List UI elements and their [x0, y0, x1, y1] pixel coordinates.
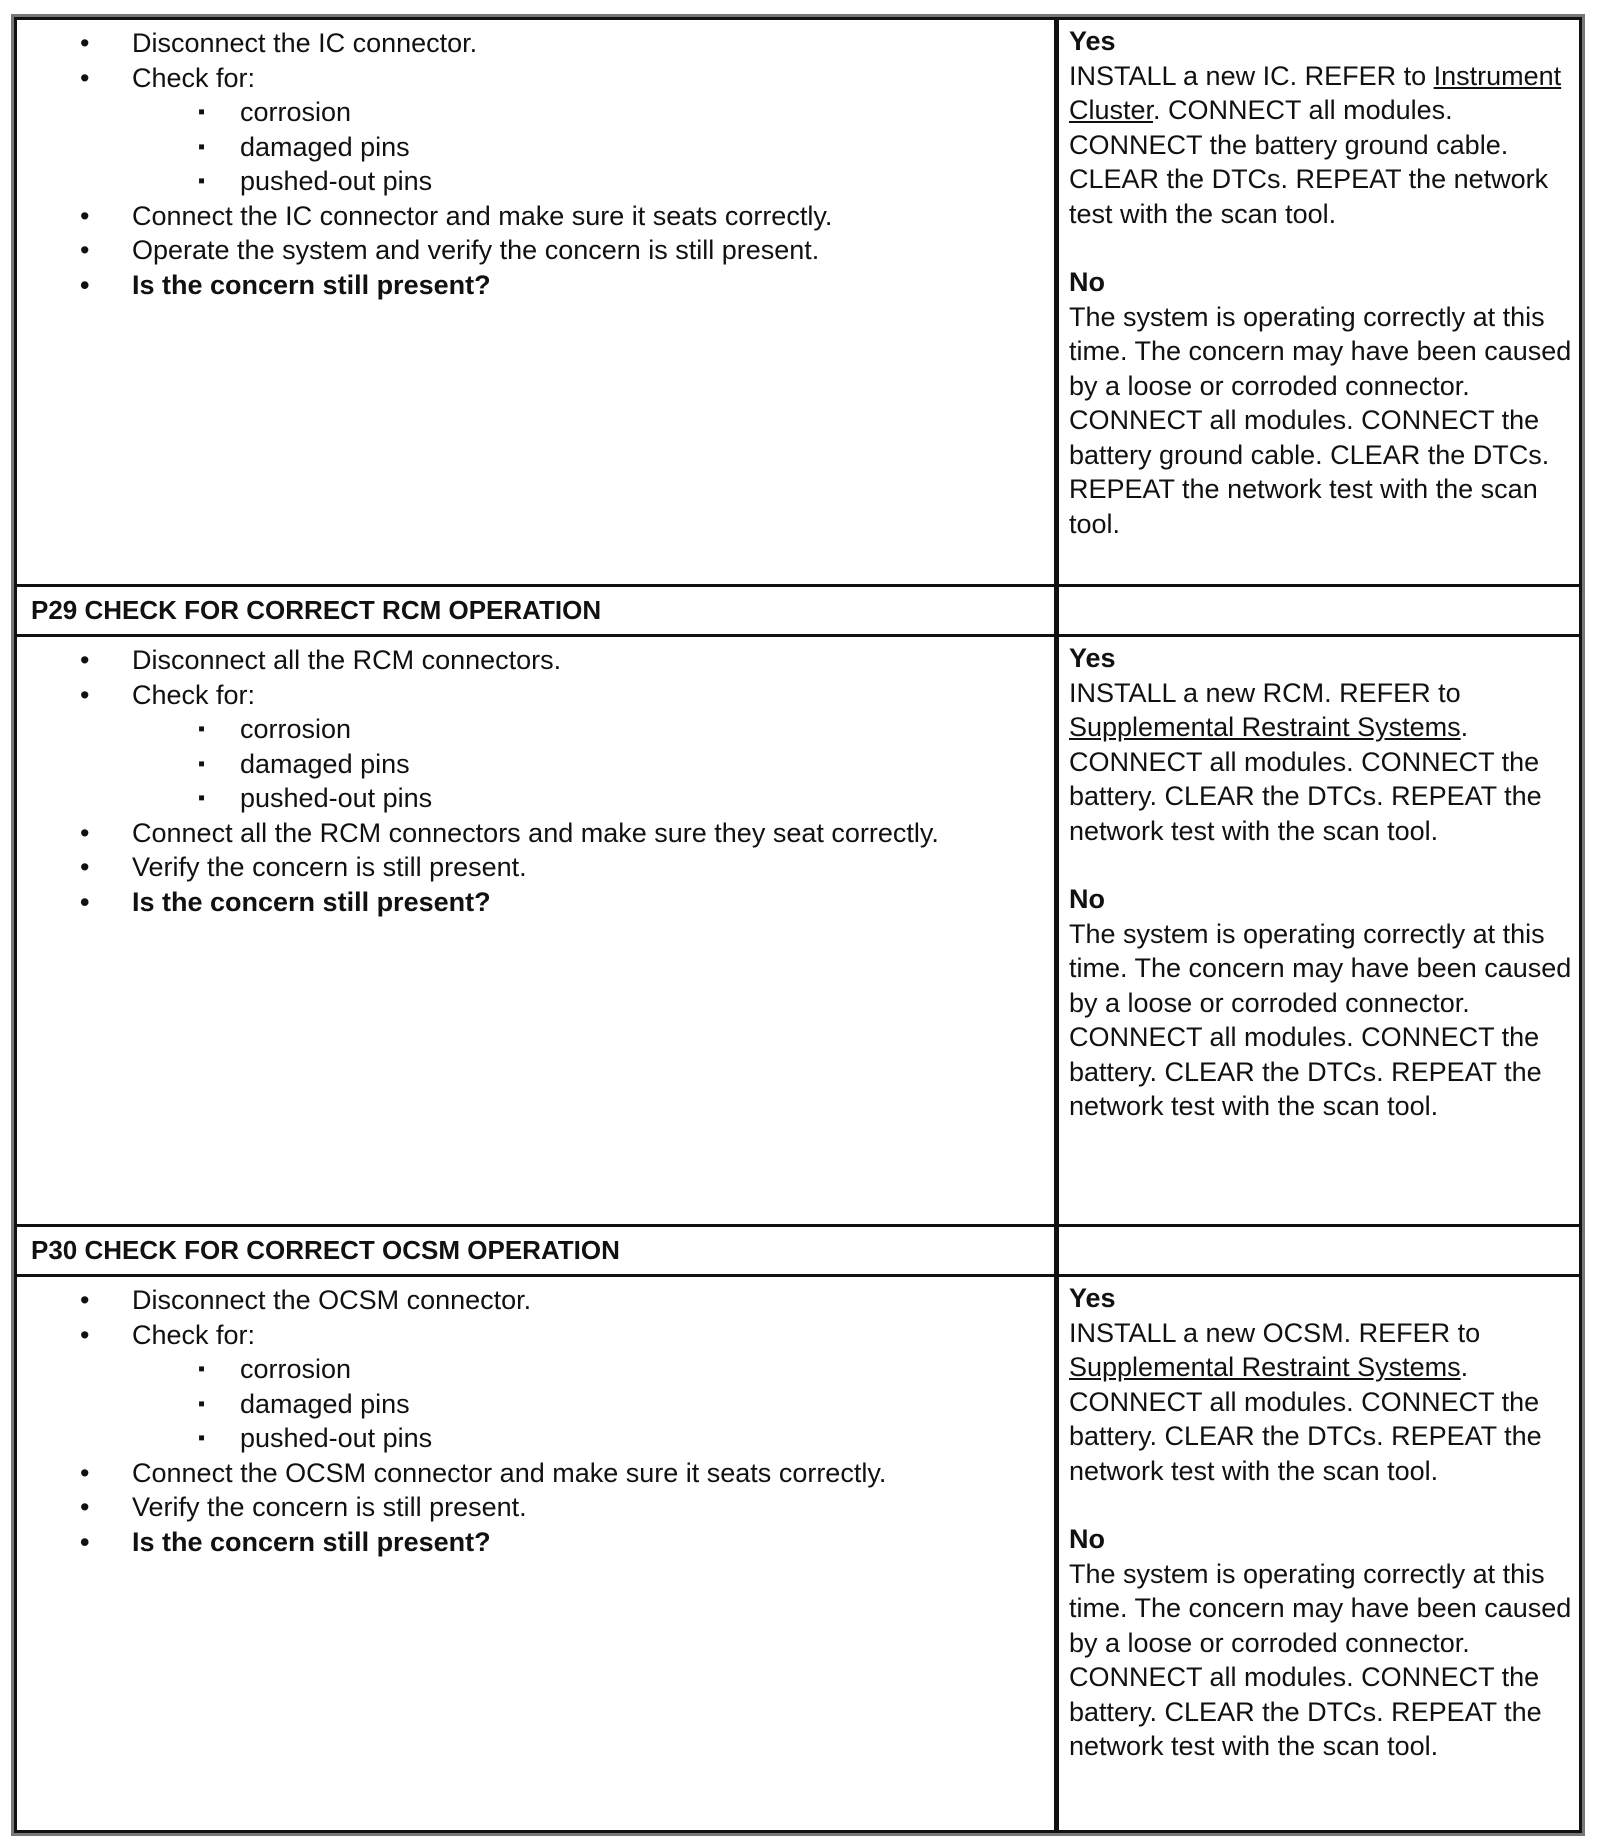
question-item: • Is the concern still present? — [17, 268, 1054, 303]
action-item: • Verify the concern is still present. — [17, 850, 1054, 885]
step-results-cell — [1056, 1274, 1582, 1833]
action-item: • Check for: ▪ corrosion ▪ damaged pins ▪ pushed-out pins — [17, 1318, 1054, 1456]
question-item: • Is the concern still present? — [17, 1525, 1054, 1560]
step-actions-cell — [14, 17, 1056, 587]
check-item: ▪ pushed-out pins — [17, 164, 1054, 199]
step-results-cell — [1056, 634, 1582, 1227]
yes-text: INSTALL a new OCSM. REFER to Supplemental Restraint Systems. CONNECT all modules. CONNECT the battery. CLEAR the DTCs. REPEAT the network test with the scan tool. — [1069, 1317, 1542, 1486]
no-label: No — [1069, 1524, 1105, 1554]
action-item: • Disconnect all the RCM connectors. — [17, 643, 1054, 678]
no-text: The system is operating correctly at this time. The concern may have been caused by a loose or corroded connector. CONNECT all modules. CONNECT the battery. CLEAR the DTCs. REPEAT the network test with the scan tool. — [1069, 918, 1572, 1121]
action-item: • Connect the OCSM connector and make sure it seats correctly. — [17, 1456, 1054, 1491]
supplemental-restraint-link[interactable]: Supplemental Restraint Systems — [1069, 1352, 1461, 1382]
check-item: ▪ pushed-out pins — [17, 781, 1054, 816]
check-item: ▪ damaged pins — [17, 1387, 1054, 1422]
action-item: • Verify the concern is still present. — [17, 1490, 1054, 1525]
question-item: • Is the concern still present? — [17, 885, 1054, 920]
no-label: No — [1069, 267, 1105, 297]
action-item: • Disconnect the IC connector. — [17, 26, 1054, 61]
step-actions-cell — [14, 1274, 1056, 1833]
step-results-cell — [1056, 17, 1582, 587]
action-item: • Connect all the RCM connectors and make sure they seat correctly. — [17, 816, 1054, 851]
step-heading-row — [14, 1224, 1582, 1277]
yes-label: Yes — [1069, 643, 1116, 673]
check-item: ▪ corrosion — [17, 1352, 1054, 1387]
step-heading-row — [14, 584, 1582, 637]
action-list — [17, 20, 1054, 302]
no-text: The system is operating correctly at this time. The concern may have been caused by a loose or corroded connector. CONNECT all modules. CONNECT the battery. CLEAR the DTCs. REPEAT the network test with the scan tool. — [1069, 1558, 1572, 1761]
check-item: ▪ damaged pins — [17, 130, 1054, 165]
action-item: • Connect the IC connector and make sure it seats correctly. — [17, 199, 1054, 234]
no-text: The system is operating correctly at this time. The concern may have been caused by a loose or corroded connector. CONNECT all modules. CONNECT the battery ground cable. CLEAR the DTCs. REPEAT the network test with the scan tool. — [1069, 301, 1572, 539]
no-label: No — [1069, 884, 1105, 914]
test-step-row — [14, 634, 1582, 1227]
check-list — [132, 712, 1054, 816]
check-item: ▪ corrosion — [17, 712, 1054, 747]
heading-empty-cell — [1056, 1224, 1582, 1277]
check-item: ▪ corrosion — [17, 95, 1054, 130]
step-actions-cell — [14, 634, 1056, 1227]
test-step-row — [14, 17, 1582, 587]
check-list — [132, 95, 1054, 199]
check-list — [132, 1352, 1054, 1456]
yes-text: INSTALL a new IC. REFER to Instrument Cluster. CONNECT all modules. CONNECT the battery ground cable. CLEAR the DTCs. REPEAT the network test with the scan tool. — [1069, 60, 1562, 229]
supplemental-restraint-link[interactable]: Supplemental Restraint Systems — [1069, 712, 1461, 742]
action-list — [17, 1277, 1054, 1559]
yes-label: Yes — [1069, 1283, 1116, 1313]
step-heading: P30 CHECK FOR CORRECT OCSM OPERATION — [14, 1224, 1056, 1277]
instrument-cluster-link[interactable]: Instrument Cluster — [1069, 60, 1562, 125]
action-item: • Operate the system and verify the concern is still present. — [17, 233, 1054, 268]
action-list — [17, 637, 1054, 919]
check-item: ▪ damaged pins — [17, 747, 1054, 782]
heading-empty-cell — [1056, 584, 1582, 637]
test-step-row — [14, 1274, 1582, 1833]
diagnostic-table — [11, 14, 1585, 1836]
action-item: • Check for: ▪ corrosion ▪ damaged pins ▪ pushed-out pins — [17, 678, 1054, 816]
action-item: • Check for: ▪ corrosion ▪ damaged pins ▪ pushed-out pins — [17, 61, 1054, 199]
step-heading: P29 CHECK FOR CORRECT RCM OPERATION — [14, 584, 1056, 637]
check-item: ▪ pushed-out pins — [17, 1421, 1054, 1456]
yes-text: INSTALL a new RCM. REFER to Supplemental Restraint Systems. CONNECT all modules. CONNECT the battery. CLEAR the DTCs. REPEAT the network test with the scan tool. — [1069, 677, 1542, 846]
action-item: • Disconnect the OCSM connector. — [17, 1283, 1054, 1318]
yes-label: Yes — [1069, 26, 1116, 56]
